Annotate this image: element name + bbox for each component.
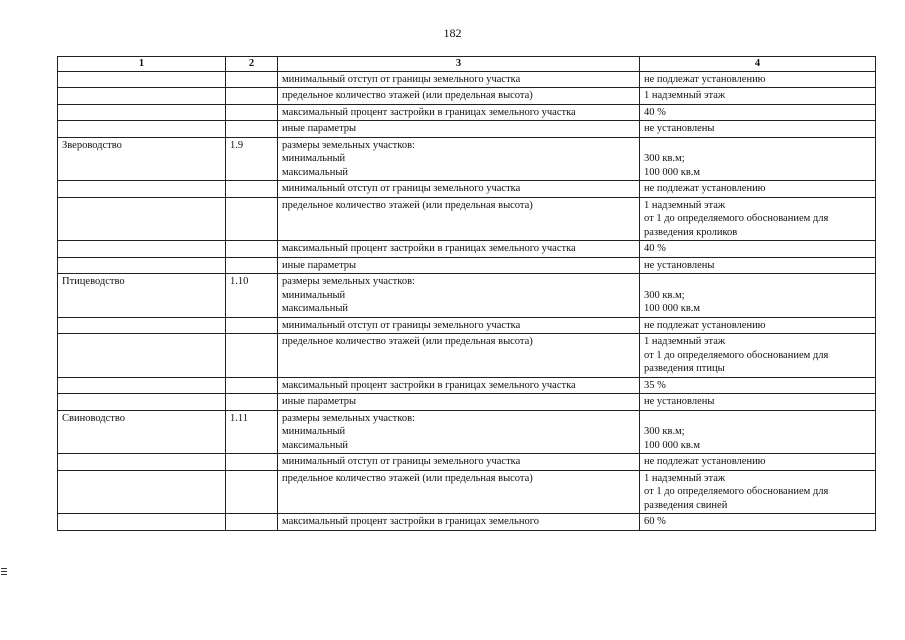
parameter-text: предельное количество этажей (или предельная высота) (282, 472, 533, 484)
use-code-cell (226, 454, 278, 471)
value-text (644, 139, 871, 153)
parameter-cell (278, 410, 640, 454)
table-row (58, 470, 876, 514)
value-text: 100 000 кв.м (644, 439, 701, 451)
value-cell (640, 470, 876, 514)
table-row (58, 377, 876, 394)
value-cell (640, 121, 876, 138)
use-type-cell (58, 197, 226, 241)
parameter-text: предельное количество этажей (или предельная высота) (282, 199, 533, 211)
use-code-cell (226, 514, 278, 531)
value-cell (640, 454, 876, 471)
value-cell (640, 104, 876, 121)
value-text: не подлежат установлению (644, 456, 766, 467)
parameter-text: размеры земельных участков: (282, 276, 415, 287)
parameter-text: максимальный процент застройки в границах земельного участка (282, 243, 576, 254)
value-text: 1 надземный этаж (644, 199, 726, 211)
table-row (58, 71, 876, 88)
use-type-cell: Звероводство (58, 137, 226, 181)
value-text: 1 надземный этаж (644, 472, 726, 484)
table-row (58, 197, 876, 241)
parameter-text: минимальный (282, 289, 346, 301)
header-col-3: 3 (278, 57, 640, 72)
use-type-cell: Свиноводство (58, 410, 226, 454)
value-cell (640, 377, 876, 394)
parameter-text: иные параметры (282, 123, 357, 134)
parameter-text: минимальный отступ от границы земельного участка (282, 73, 521, 85)
parameter-cell (278, 71, 640, 88)
parameter-cell (278, 88, 640, 105)
use-code-cell (226, 470, 278, 514)
table-row (58, 454, 876, 471)
table-row (58, 181, 876, 198)
value-text: 100 000 кв.м (644, 166, 701, 178)
use-type-cell (58, 317, 226, 334)
value-cell (640, 394, 876, 411)
parameter-text: размеры земельных участков: (282, 412, 415, 424)
parameter-text: иные параметры (282, 259, 357, 271)
parameter-text: предельное количество этажей (или предельная высота) (282, 90, 533, 101)
value-text: не установлены (644, 123, 715, 134)
value-text: не подлежат установлению (644, 73, 766, 85)
parameter-cell (278, 257, 640, 274)
parameter-cell (278, 197, 640, 241)
parameter-cell (278, 241, 640, 258)
table-row (58, 514, 876, 531)
parameter-cell (278, 377, 640, 394)
parameter-text: максимальный процент застройки в границах земельного участка (282, 379, 576, 391)
use-type-cell (58, 121, 226, 138)
use-code-cell (226, 88, 278, 105)
parameter-text: предельное количество этажей (или предельная высота) (282, 336, 533, 347)
header-row (58, 57, 876, 72)
value-text (644, 275, 871, 289)
value-cell (640, 137, 876, 181)
value-text: 60 % (644, 516, 666, 527)
parameter-text: минимальный отступ от границы земельного участка (282, 319, 521, 331)
value-text: 40 % (644, 243, 666, 254)
table-body (58, 71, 876, 530)
use-code-cell: 1.11 (226, 410, 278, 454)
use-type-cell (58, 334, 226, 378)
parameter-cell (278, 470, 640, 514)
use-code-cell (226, 241, 278, 258)
value-text: 100 000 кв.м (644, 303, 701, 314)
value-cell (640, 274, 876, 318)
use-code-cell (226, 394, 278, 411)
use-code-cell (226, 197, 278, 241)
parameter-text: максимальный (282, 166, 348, 178)
parameter-cell (278, 104, 640, 121)
parameter-text: иные параметры (282, 396, 357, 407)
parameter-cell (278, 137, 640, 181)
parameter-cell (278, 454, 640, 471)
use-type-cell (58, 454, 226, 471)
use-type-cell (58, 470, 226, 514)
use-type-cell (58, 257, 226, 274)
value-text: 35 % (644, 379, 666, 391)
header-col-1: 1 (58, 57, 226, 72)
parameter-cell (278, 394, 640, 411)
value-text: не установлены (644, 396, 715, 407)
value-text: не установлены (644, 259, 715, 271)
use-type-cell (58, 514, 226, 531)
value-text: 1 надземный этаж (644, 90, 726, 101)
use-type-cell (58, 241, 226, 258)
value-cell (640, 71, 876, 88)
use-type-cell: Птицеводство (58, 274, 226, 318)
table-row (58, 394, 876, 411)
value-cell (640, 317, 876, 334)
parameter-text: максимальный процент застройки в границах земельного (282, 516, 540, 527)
value-cell (640, 410, 876, 454)
regulations-table (57, 56, 876, 531)
use-code-cell (226, 71, 278, 88)
parameter-cell (278, 317, 640, 334)
table-row (58, 410, 876, 454)
page-number: 182 (443, 26, 462, 40)
use-code-cell: 1.9 (226, 137, 278, 181)
parameter-text: минимальный (282, 153, 346, 164)
parameter-text: минимальный (282, 426, 346, 437)
use-code-cell (226, 257, 278, 274)
value-text: от 1 до определяемого обоснованием для разведения птицы (644, 349, 829, 374)
value-text: не подлежат установлению (644, 319, 766, 331)
value-text: 40 % (644, 106, 666, 118)
table-row (58, 104, 876, 121)
table-row (58, 257, 876, 274)
table-row (58, 137, 876, 181)
use-type-cell (58, 181, 226, 198)
use-code-cell: 1.10 (226, 274, 278, 318)
parameter-text: минимальный отступ от границы земельного участка (282, 183, 521, 194)
value-cell (640, 257, 876, 274)
table-row (58, 88, 876, 105)
parameter-text: максимальный (282, 439, 348, 451)
parameter-text: максимальный (282, 303, 348, 314)
use-code-cell (226, 104, 278, 121)
value-cell (640, 514, 876, 531)
use-type-cell (58, 377, 226, 394)
table-row (58, 334, 876, 378)
value-text (644, 412, 871, 426)
use-type-cell (58, 88, 226, 105)
table-row (58, 317, 876, 334)
use-code-cell (226, 377, 278, 394)
value-text: 300 кв.м; (644, 426, 685, 437)
use-code-cell (226, 181, 278, 198)
use-type-cell (58, 71, 226, 88)
value-cell (640, 181, 876, 198)
parameter-cell (278, 274, 640, 318)
value-cell (640, 197, 876, 241)
parameter-text: минимальный отступ от границы земельного участка (282, 456, 521, 467)
use-code-cell (226, 121, 278, 138)
use-code-cell (226, 334, 278, 378)
parameter-text: размеры земельных участков: (282, 139, 415, 151)
table-row (58, 121, 876, 138)
value-text: 300 кв.м; (644, 153, 685, 164)
table-row (58, 241, 876, 258)
margin-mark (1, 568, 7, 580)
header-col-4: 4 (640, 57, 876, 72)
value-text: не подлежат установлению (644, 183, 766, 194)
value-text: 1 надземный этаж (644, 336, 726, 347)
use-type-cell (58, 104, 226, 121)
use-type-cell (58, 394, 226, 411)
parameter-cell (278, 121, 640, 138)
parameter-cell (278, 181, 640, 198)
value-cell (640, 241, 876, 258)
parameter-cell (278, 514, 640, 531)
parameter-cell (278, 334, 640, 378)
use-code-cell (226, 317, 278, 334)
value-text: от 1 до определяемого обоснованием для разведения кроликов (644, 213, 829, 238)
value-text: 300 кв.м; (644, 289, 685, 301)
parameter-text: максимальный процент застройки в границах земельного участка (282, 106, 576, 118)
value-cell (640, 88, 876, 105)
table-row (58, 274, 876, 318)
value-text: от 1 до определяемого обоснованием для разведения свиней (644, 486, 829, 511)
value-cell (640, 334, 876, 378)
header-col-2: 2 (226, 57, 278, 72)
